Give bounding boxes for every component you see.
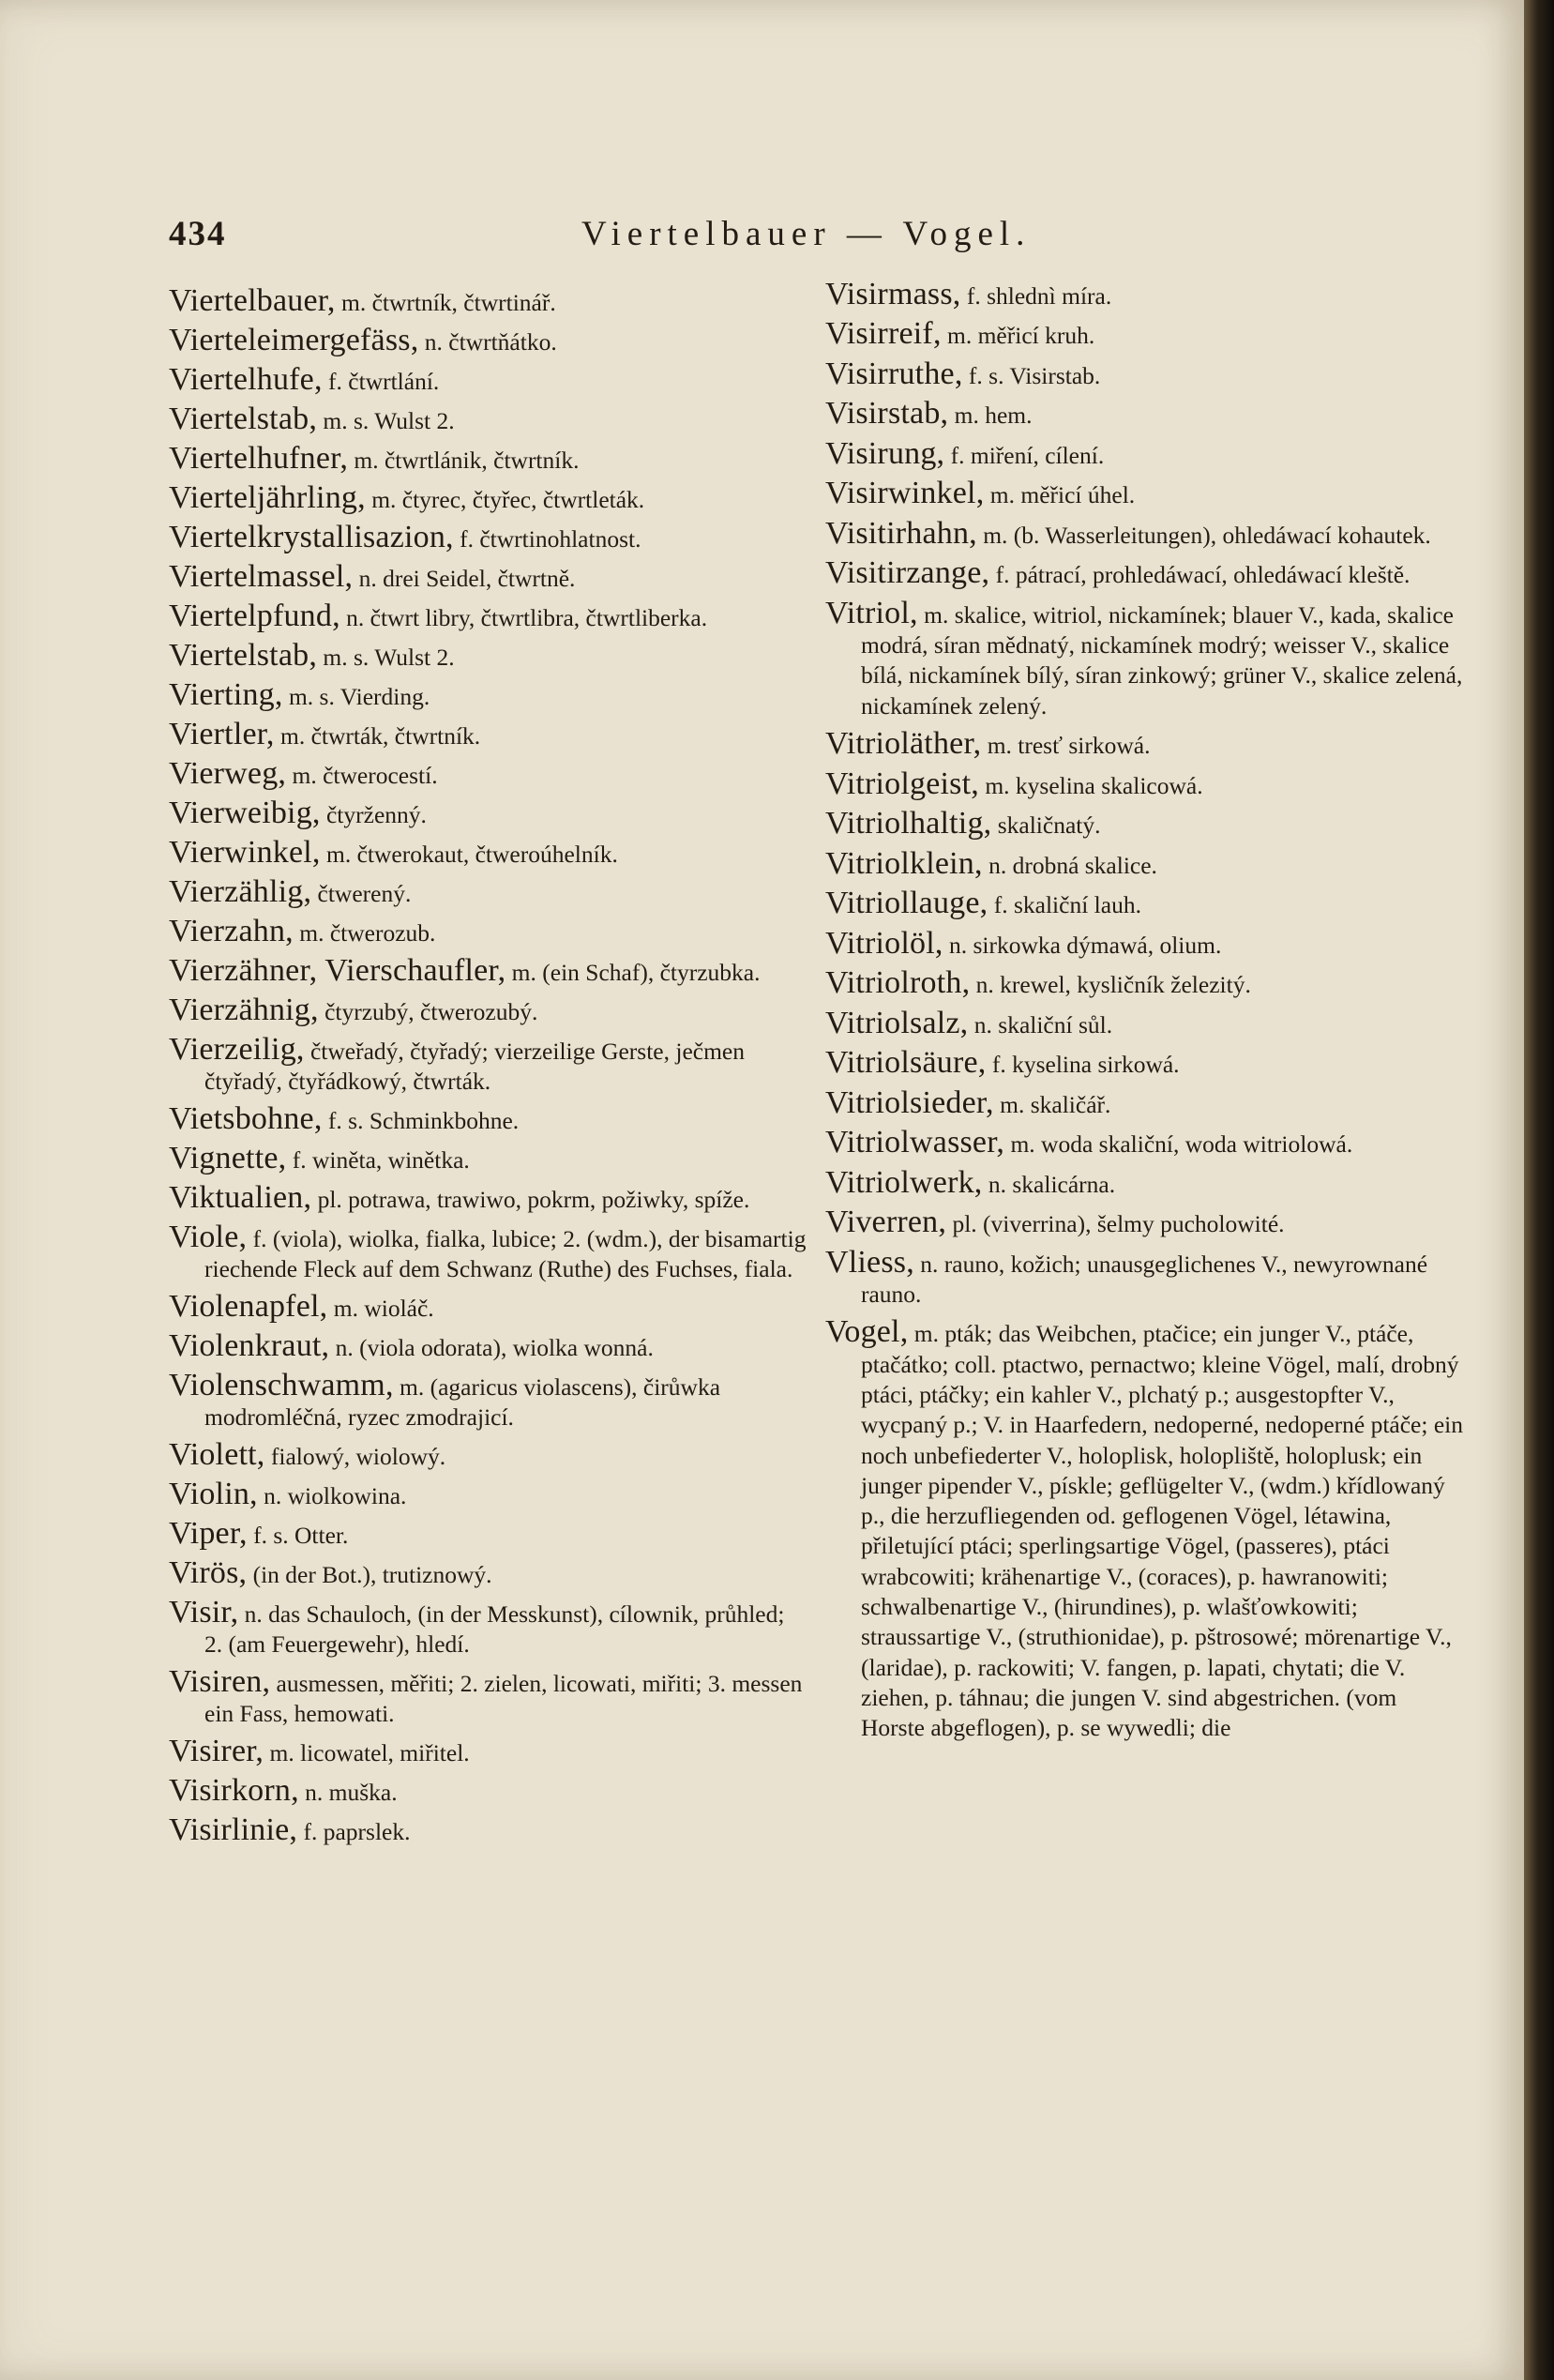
headword: Vierteleimergefäss, <box>169 323 419 357</box>
dictionary-entry <box>825 1084 1463 1120</box>
definition: f. s. Schminkbohne. <box>322 1107 520 1134</box>
definition: n. das Schauloch, (in der Messkunst), cílownik, průhled; 2. (am Feuergewehr), hledí. <box>204 1600 785 1658</box>
dictionary-entry <box>169 995 807 1027</box>
headword: Vierting, <box>169 677 283 712</box>
dictionary-entry <box>169 1773 807 1808</box>
definition: n. čtwrtňátko. <box>418 328 557 356</box>
dictionary-entry <box>169 677 807 712</box>
headword: Viertelhufner, <box>169 441 349 476</box>
headword: Visirruthe, <box>825 356 963 391</box>
page-header <box>169 214 1482 251</box>
book-spine-edge <box>1524 0 1554 2380</box>
headword: Visitirhahn, <box>825 515 977 551</box>
definition: fialowý, wiolowý. <box>264 1443 446 1470</box>
headword: Viertelstab, <box>169 638 318 673</box>
definition: n. skaliční sůl. <box>968 1010 1113 1038</box>
definition: n. drei Seidel, čtwrtně. <box>353 565 576 592</box>
definition: f. (viola), wiolka, fialka, lubice; 2. (wdm.), der bisamartig riechende Fleck auf dem Schwanz (Ruthe) des Fuchses, fiala. <box>204 1225 807 1282</box>
dictionary-entry <box>169 756 807 791</box>
definition: m. měřicí kruh. <box>941 322 1095 350</box>
definition: m. tresť sirkowá. <box>981 732 1151 760</box>
dictionary-entry <box>169 1555 807 1590</box>
definition: n. muška. <box>298 1779 398 1806</box>
dictionary-entry <box>825 595 1463 721</box>
definition: f. winěta, winětka. <box>286 1146 470 1174</box>
headword: Vierzahn, <box>169 914 294 948</box>
definition: f. s. Visirstab. <box>962 361 1101 389</box>
dictionary-entry <box>825 888 1463 920</box>
headword: Viktualien, <box>169 1180 312 1215</box>
right-column <box>825 277 1463 1751</box>
headword: Vierteljährling, <box>169 480 366 515</box>
headword: Vignette, <box>169 1141 287 1175</box>
definition: m. licowatel, miřitel. <box>264 1739 470 1766</box>
definition: m. wioláč. <box>327 1295 434 1322</box>
headword: Vietsbohne, <box>169 1101 323 1136</box>
definition: m. čtwrták, čtwrtník. <box>274 722 481 750</box>
definition: n. sirkowka dýmawá, olium. <box>943 931 1222 959</box>
headword: Visirstab, <box>825 396 949 432</box>
dictionary-entry <box>825 1045 1463 1081</box>
dictionary-entry <box>169 404 807 436</box>
dictionary-entry <box>169 1479 807 1511</box>
headword: Vierweibig, <box>169 796 321 830</box>
headword: Viertelhufe, <box>169 362 323 397</box>
headword: Vogel, <box>825 1314 909 1350</box>
definition: n. drobná skalice. <box>982 851 1157 879</box>
dictionary-entry <box>825 1244 1463 1311</box>
definition: m. měřicí úhel. <box>984 481 1136 509</box>
definition: n. krewel, kysličník železitý. <box>970 971 1251 999</box>
headword: Vitriollauge, <box>825 886 988 921</box>
dictionary-entry <box>825 478 1463 510</box>
dictionary-entry <box>169 1368 807 1433</box>
running-title: Viertelbauer — Vogel. <box>581 215 1032 253</box>
headword: Viertelpfund, <box>169 599 340 633</box>
headword: Vitriol, <box>825 595 918 630</box>
dictionary-entry <box>169 559 807 594</box>
headword: Vitriolroth, <box>825 965 971 1001</box>
headword: Visiren, <box>169 1664 271 1699</box>
definition: m. (b. Wasserleitungen), ohledáwací kohautek. <box>976 521 1431 549</box>
dictionary-entry <box>825 806 1463 841</box>
dictionary-entry <box>169 1289 807 1324</box>
dictionary-entry <box>825 766 1463 801</box>
headword: Violin, <box>169 1477 258 1511</box>
headword: Visirer, <box>169 1734 264 1768</box>
headword: Vierwinkel, <box>169 835 321 870</box>
definition: n. čtwrt libry, čtwrtlibra, čtwrtliberka. <box>339 604 708 631</box>
headword: Vitriolöl, <box>825 925 943 961</box>
headword: Viper, <box>169 1516 248 1551</box>
dictionary-entry <box>169 1437 807 1472</box>
definition: n. skalicárna. <box>982 1170 1116 1198</box>
definition: m. skaličář. <box>993 1090 1111 1118</box>
headword: Violenkraut, <box>169 1328 330 1363</box>
definition: f. čtwrtinohlatnost. <box>453 525 641 553</box>
definition: f. čtwrtlání. <box>322 368 440 395</box>
definition: (in der Bot.), trutiznowý. <box>247 1561 492 1588</box>
definition: f. pátrací, prohledáwací, ohledáwací kleště. <box>989 561 1411 589</box>
dictionary-entry <box>169 1141 807 1175</box>
dictionary-entry <box>825 396 1463 432</box>
definition: m. s. Wulst 2. <box>317 644 455 671</box>
definition: m. s. Wulst 2. <box>317 407 455 434</box>
definition: m. kyselina skalicowá. <box>978 771 1203 799</box>
dictionary-entry <box>825 277 1463 311</box>
dictionary-entry <box>169 1812 807 1847</box>
definition: f. s. Otter. <box>247 1522 349 1549</box>
headword: Vitriolsäure, <box>825 1045 987 1081</box>
headword: Viole, <box>169 1220 248 1254</box>
dictionary-entry <box>169 1736 807 1768</box>
definition: m. čtwerokaut, čtweroúhelník. <box>320 841 618 868</box>
definition: m. woda skaliční, woda witriolowá. <box>1004 1130 1353 1159</box>
dictionary-entry <box>169 638 807 673</box>
dictionary-entry <box>169 874 807 909</box>
headword: Visirung, <box>825 435 945 471</box>
dictionary-entry <box>169 1516 807 1551</box>
headword: Visirmass, <box>825 277 961 311</box>
definition: m. s. Vierding. <box>282 683 430 710</box>
definition: pl. potrawa, trawiwo, pokrm, požiwky, spíže. <box>311 1186 750 1213</box>
dictionary-entry <box>169 1222 807 1284</box>
dictionary-entry <box>169 1032 807 1097</box>
page-number: 434 <box>169 215 227 253</box>
headword: Viertelstab, <box>169 402 318 436</box>
dictionary-entry <box>169 362 807 397</box>
dictionary-entry <box>169 914 807 948</box>
definition: n. (viola odorata), wiolka wonná. <box>329 1334 654 1361</box>
headword: Visirreif, <box>825 316 942 352</box>
definition: čtwerený. <box>311 880 412 907</box>
dictionary-entry <box>825 515 1463 551</box>
headword: Vierzählig, <box>169 874 312 909</box>
dictionary-entry <box>825 1125 1463 1160</box>
definition: m. hem. <box>948 402 1033 430</box>
headword: Vitriolgeist, <box>825 766 979 801</box>
dictionary-entry <box>825 1005 1463 1040</box>
headword: Vitriolsalz, <box>825 1005 969 1040</box>
headword: Vierzeilig, <box>169 1032 305 1067</box>
definition: n. wiolkowina. <box>257 1482 407 1509</box>
dictionary-entry <box>169 1101 807 1136</box>
left-column <box>169 283 807 1855</box>
dictionary-entry <box>169 520 807 554</box>
headword: Vitriolsieder, <box>825 1084 994 1120</box>
dictionary-entry <box>169 835 807 870</box>
definition: f. miření, cílení. <box>944 441 1105 469</box>
headword: Viverren, <box>825 1205 947 1240</box>
headword: Vitriolhaltig, <box>825 806 992 841</box>
dictionary-entry <box>169 798 807 830</box>
definition: skaličnatý. <box>991 811 1101 840</box>
definition: m. čtwerozub. <box>293 919 436 947</box>
headword: Vierzähner, Vierschaufler, <box>169 953 506 988</box>
definition: m. (ein Schaf), čtyrzubka. <box>505 959 761 986</box>
definition: čtyrzubý, čtwerozubý. <box>318 998 538 1025</box>
dictionary-entry <box>169 1328 807 1363</box>
dictionary-entry <box>825 845 1463 881</box>
definition: m. čtwrtník, čtwrtinář. <box>335 289 556 316</box>
dictionary-entry <box>825 965 1463 1001</box>
dictionary-entry <box>825 316 1463 352</box>
dictionary-entry <box>169 441 807 476</box>
headword: Vierzähnig, <box>169 993 319 1027</box>
dictionary-entry <box>169 717 807 751</box>
definition: f. kyselina sirkowá. <box>986 1051 1180 1079</box>
definition: f. paprslek. <box>297 1818 411 1845</box>
definition: f. shlednì míra. <box>960 282 1112 310</box>
dictionary-entry <box>825 1164 1463 1200</box>
headword: Violenschwamm, <box>169 1368 394 1402</box>
headword: Visirwinkel, <box>825 476 985 511</box>
definition: m. čtwrtlánik, čtwrtník. <box>348 447 580 474</box>
definition: pl. (viverrina), šelmy pucholowité. <box>946 1210 1285 1238</box>
dictionary-entry <box>825 1314 1463 1743</box>
definition: m. čtwerocestí. <box>286 762 438 789</box>
dictionary-entry <box>169 1664 807 1729</box>
headword: Vitriolwasser, <box>825 1125 1005 1160</box>
definition: čtweřadý, čtyřadý; vierzeilige Gerste, ječmen čtyřadý, čtyřádkowý, čtwrták. <box>204 1038 745 1095</box>
headword: Viertelmassel, <box>169 559 354 594</box>
headword: Visirkorn, <box>169 1773 299 1808</box>
dictionary-entry <box>825 1207 1463 1239</box>
headword: Viertler, <box>169 717 275 751</box>
dictionary-entry <box>825 726 1463 762</box>
dictionary-entry <box>825 435 1463 471</box>
headword: Violett, <box>169 1437 265 1472</box>
dictionary-entry <box>169 323 807 357</box>
headword: Viertelbauer, <box>169 283 336 318</box>
dictionary-entry <box>825 925 1463 961</box>
headword: Vitrioläther, <box>825 726 982 762</box>
dictionary-entry <box>169 1595 807 1660</box>
headword: Vliess, <box>825 1244 914 1280</box>
dictionary-entry <box>825 356 1463 391</box>
headword: Vitriolwerk, <box>825 1164 983 1200</box>
definition: čtyrženný. <box>320 801 427 828</box>
definition: m. čtyrec, čtyřec, čtwrtleták. <box>365 486 645 513</box>
dictionary-entry <box>169 601 807 633</box>
dictionary-entry <box>169 953 807 988</box>
headword: Visirlinie, <box>169 1812 298 1847</box>
headword: Virös, <box>169 1555 248 1590</box>
headword: Viertelkrystallisazion, <box>169 520 454 554</box>
dictionary-entry <box>169 480 807 515</box>
headword: Violenapfel, <box>169 1289 328 1324</box>
definition: f. skaliční lauh. <box>988 891 1141 919</box>
definition: m. pták; das Weibchen, ptačice; ein junger V., ptáče, ptačátko; coll. ptactwo, pernactwo; kleine Vögel, malí, drobný ptáci, ptáčky; ein kahler V., plchatý p.; ausgestopfter V., wycpaný p.; V. in Haarfedern, nedoperné, nedoperné ptáče; ein noch unbefiederter V., holoplisk, holopliště, holoplusk; ein junger pipender V., pískle; geflügelter V., (wdm.) křídlowaný p., die herzufliegenden od. geflogenen Vögel, létawina, přiletující ptáci; sperlingsartige Vögel, (passeres), ptáci wrabcowiti; krähenartige V., (coraces), p. hawranowiti; schwalbenartige V., (hirundines), p. wlašťowkowiti; straussartige V., (struthionidae), p. pštrosowé; mörenartige V., (laridae), p. rackowiti; V. fangen, p. lapati, chytati; die V. ziehen, p. táhnau; die jungen V. sind abgestrichen. (vom Horste abgeflogen), p. se wywedli; die <box>861 1320 1463 1742</box>
headword: Vitriolklein, <box>825 845 983 881</box>
headword: Visitirzange, <box>825 555 990 591</box>
definition: m. skalice, witriol, nickamínek; blauer V., kada, skalice modrá, síran mědnatý, nickamínek modrý; weisser V., skalice bílá, nickamínek bílý, síran zinkowý; grüner V., skalice zelená, nickamínek zelený. <box>861 600 1463 720</box>
dictionary-entry <box>169 1180 807 1215</box>
definition: n. rauno, kožich; unausgeglichenes V., newyrownané rauno. <box>861 1250 1428 1308</box>
definition: ausmessen, měřiti; 2. zielen, licowati, miřiti; 3. messen ein Fass, hemowati. <box>204 1670 803 1727</box>
dictionary-entry <box>169 283 807 318</box>
headword: Visir, <box>169 1595 239 1630</box>
headword: Vierweg, <box>169 756 287 791</box>
definition: m. (agaricus violascens), čirůwka modromléčná, ryzec zmodrajicí. <box>204 1373 721 1431</box>
dictionary-entry <box>825 555 1463 591</box>
